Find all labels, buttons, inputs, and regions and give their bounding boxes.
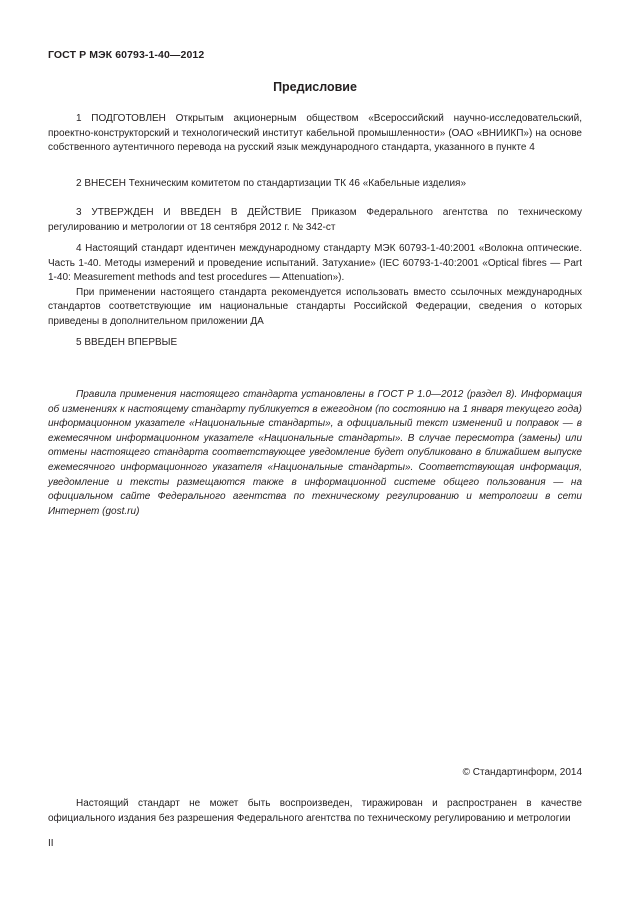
paragraph-text: 1 ПОДГОТОВЛЕН Открытым акционерным обществом «Всероссийский научно-исследовательский, проектно-конструкторский и технологический институт кабельной промышленности» (ОАО «ВНИИКП») на основе собственного аутентичного перевода на русский язык международного стандарта, указанного в пункте 4 bbox=[48, 113, 582, 154]
paragraph-submitted bbox=[48, 177, 582, 192]
paragraph-text: При применении настоящего стандарта рекомендуется использовать вместо ссылочных международных стандартов соответствующие им национальные стандарты Российской Федерации, сведения о которых приведены в дополнительном приложении ДА bbox=[48, 286, 582, 327]
reproduction-notice: Настоящий стандарт не может быть воспроизведен, тиражирован и распространен в качестве официального издания без разрешения Федерального агентства по техническому регулированию и метрологии bbox=[48, 798, 582, 824]
paragraph-approved bbox=[48, 206, 582, 235]
page-number: II bbox=[48, 838, 54, 849]
paragraph-prepared bbox=[48, 112, 582, 156]
paragraph-text: 4 Настоящий стандарт идентичен международному стандарту МЭК 60793-1-40:2001 «Волокна оптические. Часть 1-40. Методы измерений и проведение испытаний. Затухание» (IEC 60793-1-40:2001 «Optical fibres — Part 1-40: Measurement methods and test procedures — Attenuation»). bbox=[48, 243, 582, 284]
paragraph-text: 2 ВНЕСЕН Техническим комитетом по стандартизации ТК 46 «Кабельные изделия» bbox=[76, 178, 467, 189]
usage-rules-note: Правила применения настоящего стандарта установлены в ГОСТ Р 1.0—2012 (раздел 8). Информация об изменениях к настоящему стандарту публикуется в ежегодном (по состоянию на 1 января текущего года) информационном указателе «Национальные стандарты», а официальный текст изменений и поправок — в ежемесячном информационном указателе «Национальные стандарты». В случае пересмотра (замены) или отмены настоящего стандарта соответствующее уведомление будет опубликовано в ближайшем выпуске ежемесячного информационного указателя «Национальные стандарты». Соответствующая информация, уведомление и тексты размещаются также в информационной системе общего пользования — на официальном сайте Федерального агентства по техническому регулированию и метрологии в сети Интернет (gost.ru) bbox=[48, 389, 582, 517]
paragraph-identical bbox=[48, 242, 582, 330]
paragraph-text: 3 УТВЕРЖДЕН И ВВЕДЕН В ДЕЙСТВИЕ Приказом Федерального агентства по техническому регулированию и метрологии от 18 сентября 2012 г. № 342-ст bbox=[48, 207, 582, 233]
paragraph-text: 5 ВВЕДЕН ВПЕРВЫЕ bbox=[76, 337, 178, 348]
page-title: Предисловие bbox=[273, 80, 357, 94]
standard-code: ГОСТ Р МЭК 60793-1-40—2012 bbox=[48, 49, 205, 61]
copyright: © Стандартинформ, 2014 bbox=[462, 767, 582, 778]
paragraph-introduced bbox=[48, 336, 582, 351]
